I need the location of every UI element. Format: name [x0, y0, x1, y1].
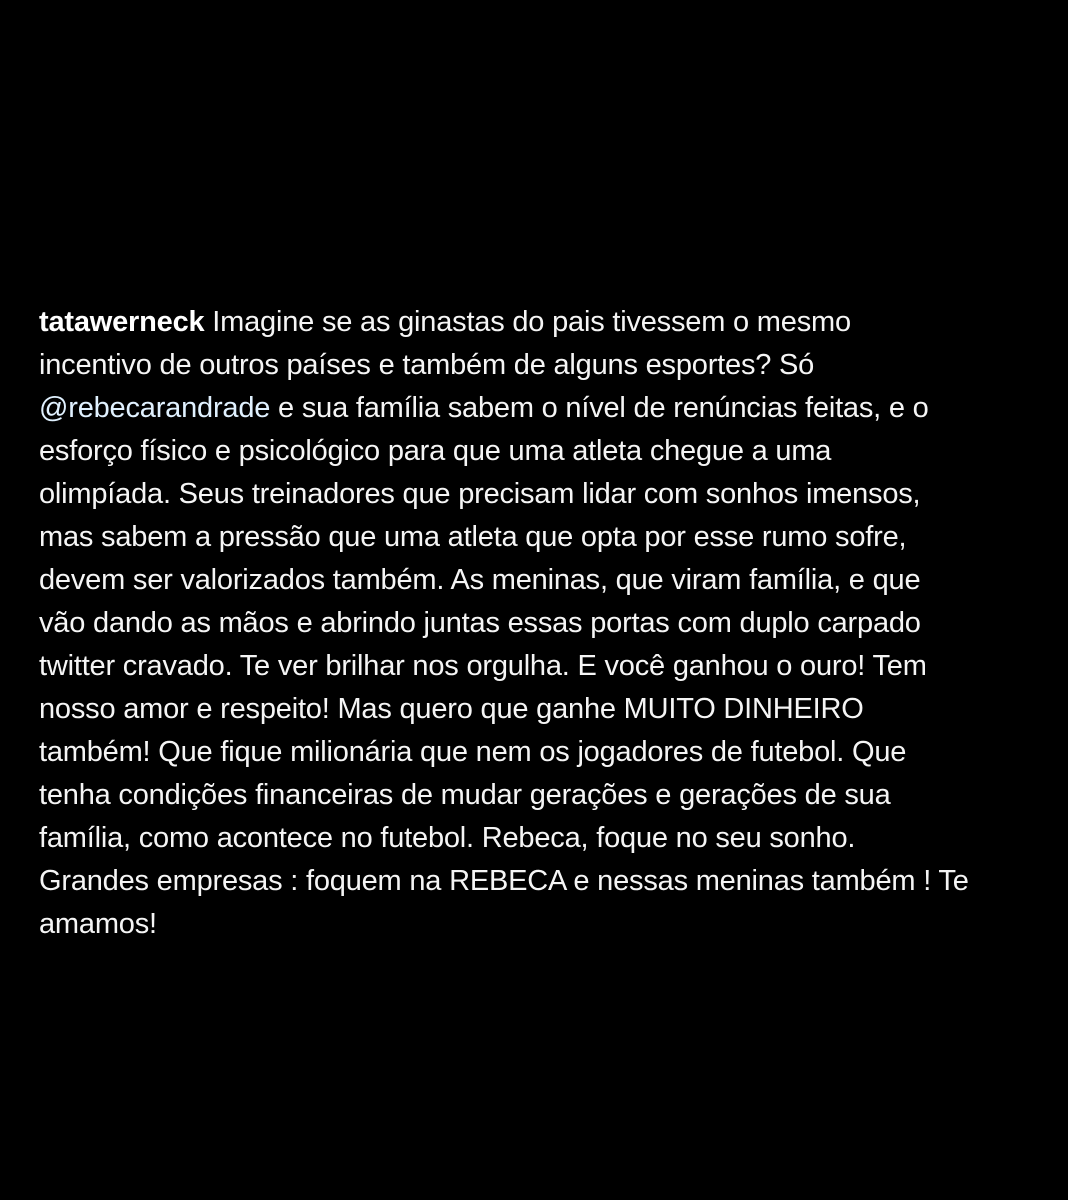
caption-text: Imagine se as ginastas do pais tivessem o mesmo: [204, 306, 851, 338]
caption-line: tenha condições financeiras de mudar gerações e gerações de sua: [39, 779, 891, 811]
caption-line: amamos!: [39, 908, 157, 940]
caption-line: família, como acontece no futebol. Rebeca, foque no seu sonho.: [39, 822, 856, 854]
caption-text: e sua família sabem o nível de renúncias feitas, e o: [270, 392, 929, 424]
caption-line: incentivo de outros países e também de alguns esportes? Só: [39, 349, 815, 381]
caption-line: devem ser valorizados também. As meninas, que viram família, e que: [39, 564, 921, 596]
caption-line: vão dando as mãos e abrindo juntas essas portas com duplo carpado: [39, 607, 921, 639]
post-caption: [39, 301, 1039, 946]
caption-line: nosso amor e respeito! Mas quero que ganhe MUITO DINHEIRO: [39, 693, 864, 725]
caption-line: esforço físico e psicológico para que uma atleta chegue a uma: [39, 435, 832, 467]
caption-line: também! Que fique milionária que nem os jogadores de futebol. Que: [39, 736, 907, 768]
caption-line: olimpíada. Seus treinadores que precisam lidar com sonhos imensos,: [39, 478, 921, 510]
caption-line: twitter cravado. Te ver brilhar nos orgulha. E você ganhou o ouro! Tem: [39, 650, 927, 682]
caption-line: mas sabem a pressão que uma atleta que opta por esse rumo sofre,: [39, 521, 907, 553]
caption-line: [39, 387, 1039, 430]
mention-link[interactable]: @rebecarandrade: [39, 392, 271, 424]
username-link[interactable]: tatawerneck: [39, 306, 205, 338]
caption-line: [39, 301, 1039, 344]
caption-line: Grandes empresas : foquem na REBECA e nessas meninas também ! Te: [39, 865, 969, 897]
